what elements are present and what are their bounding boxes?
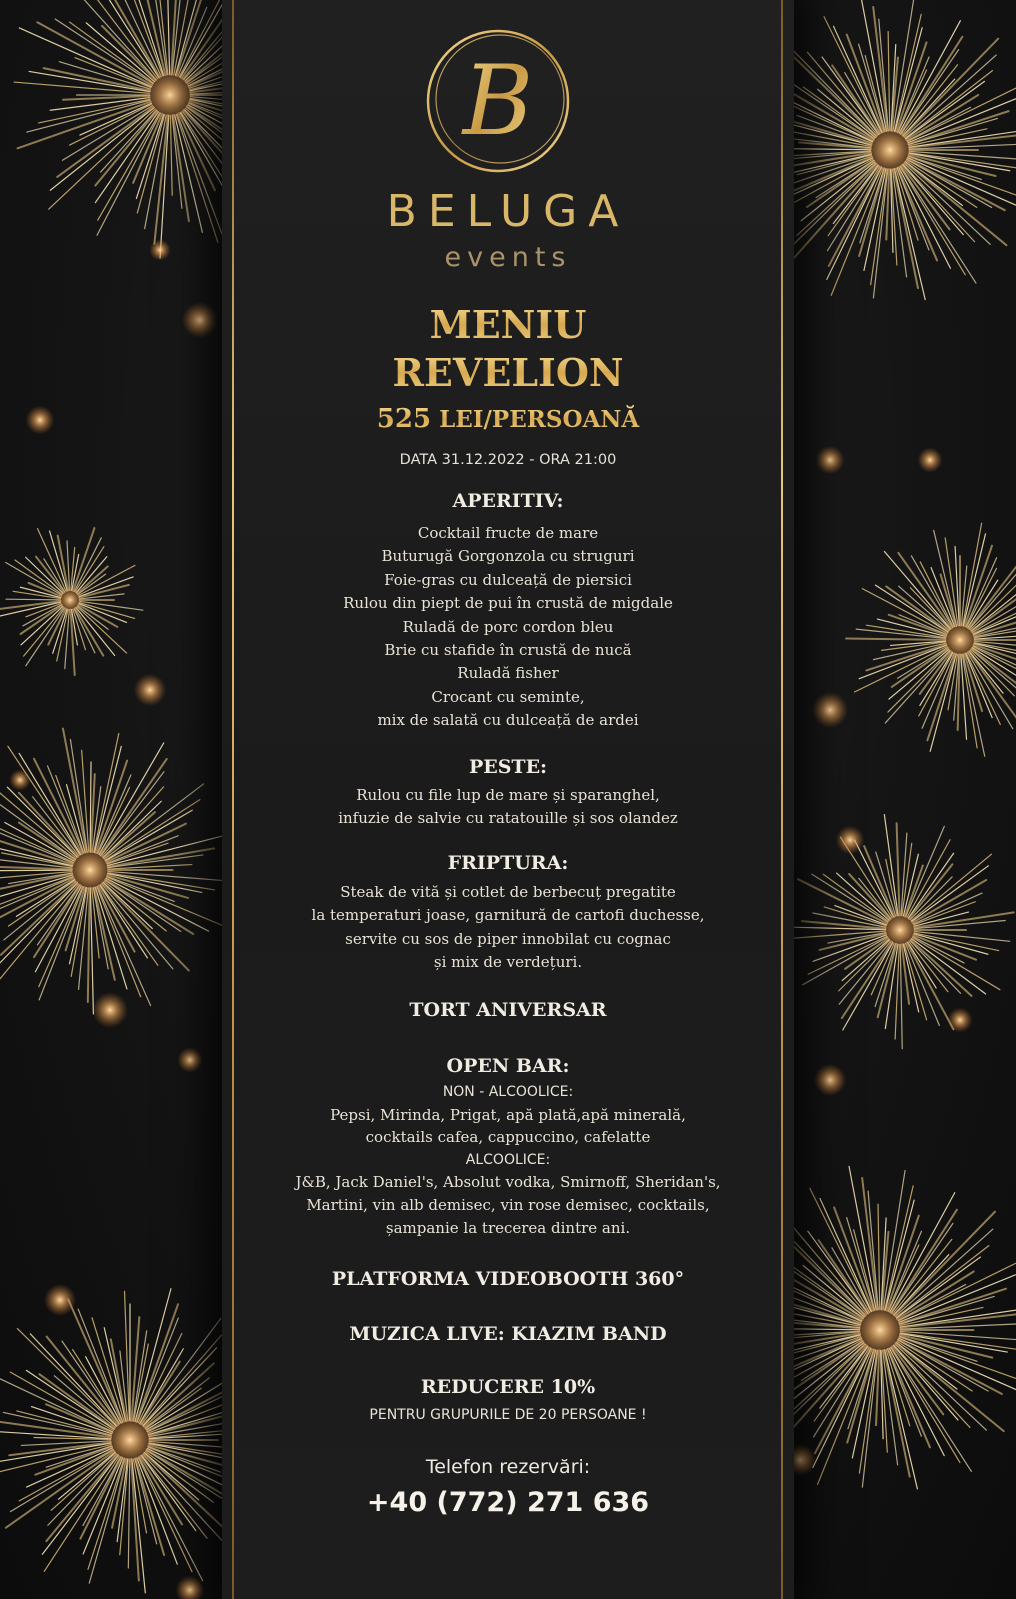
list-item: Martini, vin alb demisec, vin rose demisec, cocktails,: [306, 1195, 710, 1214]
list-item: Ruladă fisher: [457, 664, 559, 683]
list-item: infuzie de salvie cu ratatouille și sos olandez: [338, 809, 678, 828]
menu-content: [236, 0, 780, 1599]
list-item: Cocktail fructe de mare: [417, 524, 599, 542]
menu-title-line1: MENIU: [236, 302, 780, 348]
price-unit: LEI/PERSOANĂ: [439, 406, 640, 433]
section-heading-friptura: FRIPTURA:: [447, 852, 569, 874]
gold-border-left: [232, 0, 234, 1599]
price-amount: 525: [376, 404, 432, 434]
list-item: servite cu sos de piper innobilat cu cognac: [345, 929, 671, 948]
brand-tagline: events: [444, 242, 572, 273]
open-bar-list: [236, 1081, 780, 1239]
event-date: DATA 31.12.2022 - ORA 21:00: [399, 452, 617, 468]
section-heading-muzica: MUZICA LIVE: KIAZIM BAND: [349, 1323, 667, 1345]
friptura-list: [236, 881, 780, 975]
phone-number[interactable]: +40 (772) 271 636: [366, 1487, 650, 1518]
list-item: la temperaturi joase, garnitură de cartofi duchesse,: [311, 906, 705, 925]
reducere-detail: [236, 1404, 780, 1427]
aperitiv-list: [236, 522, 780, 733]
menu-title-line2: REVELION: [236, 350, 780, 396]
list-item: Buturugă Gorgonzola cu struguri: [381, 547, 635, 566]
price: [236, 404, 780, 434]
list-item: Rulou cu file lup de mare și sparanghel,: [356, 786, 660, 804]
list-item: șampanie la trecerea dintre ani.: [385, 1218, 631, 1237]
list-item: Foie-gras cu dulceață de piersici: [384, 570, 632, 589]
list-item: și mix de verdețuri.: [433, 953, 583, 972]
logo-letter: B: [462, 45, 534, 157]
list-item: NON - ALCOOLICE:: [442, 1084, 574, 1100]
list-item: PENTRU GRUPURILE DE 20 PERSOANE !: [369, 1407, 647, 1423]
list-item: cocktails cafea, cappuccino, cafelatte: [365, 1128, 651, 1147]
list-item: Brie cu stafide în crustă de nucă: [384, 641, 632, 660]
list-item: Crocant cu seminte,: [431, 687, 585, 706]
peste-list: [236, 784, 780, 831]
section-heading-reducere: REDUCERE 10%: [420, 1376, 596, 1398]
list-item: Steak de vită și cotlet de berbecuț pregatite: [340, 883, 676, 901]
gold-border-right: [781, 0, 783, 1599]
section-heading-tort: TORT ANIVERSAR: [409, 999, 607, 1021]
list-item: J&B, Jack Daniel's, Absolut vodka, Smirnoff, Sheridan's,: [295, 1173, 721, 1192]
section-heading-aperitiv: APERITIV:: [452, 490, 564, 512]
list-item: ALCOOLICE:: [465, 1151, 551, 1168]
list-item: Pepsi, Mirinda, Prigat, apă plată,apă minerală,: [330, 1105, 686, 1124]
brand-name: BELUGA: [386, 186, 630, 237]
section-heading-peste: PESTE:: [468, 756, 548, 778]
section-heading-platforma: PLATFORMA VIDEOBOOTH 360°: [331, 1268, 685, 1290]
list-item: mix de salată cu dulceață de ardei: [377, 711, 639, 730]
list-item: Rulou din piept de pui în crustă de migdale: [343, 594, 673, 613]
list-item: Ruladă de porc cordon bleu: [402, 617, 614, 636]
phone-label: Telefon rezervări:: [425, 1456, 591, 1478]
section-heading-open-bar: OPEN BAR:: [446, 1055, 570, 1077]
